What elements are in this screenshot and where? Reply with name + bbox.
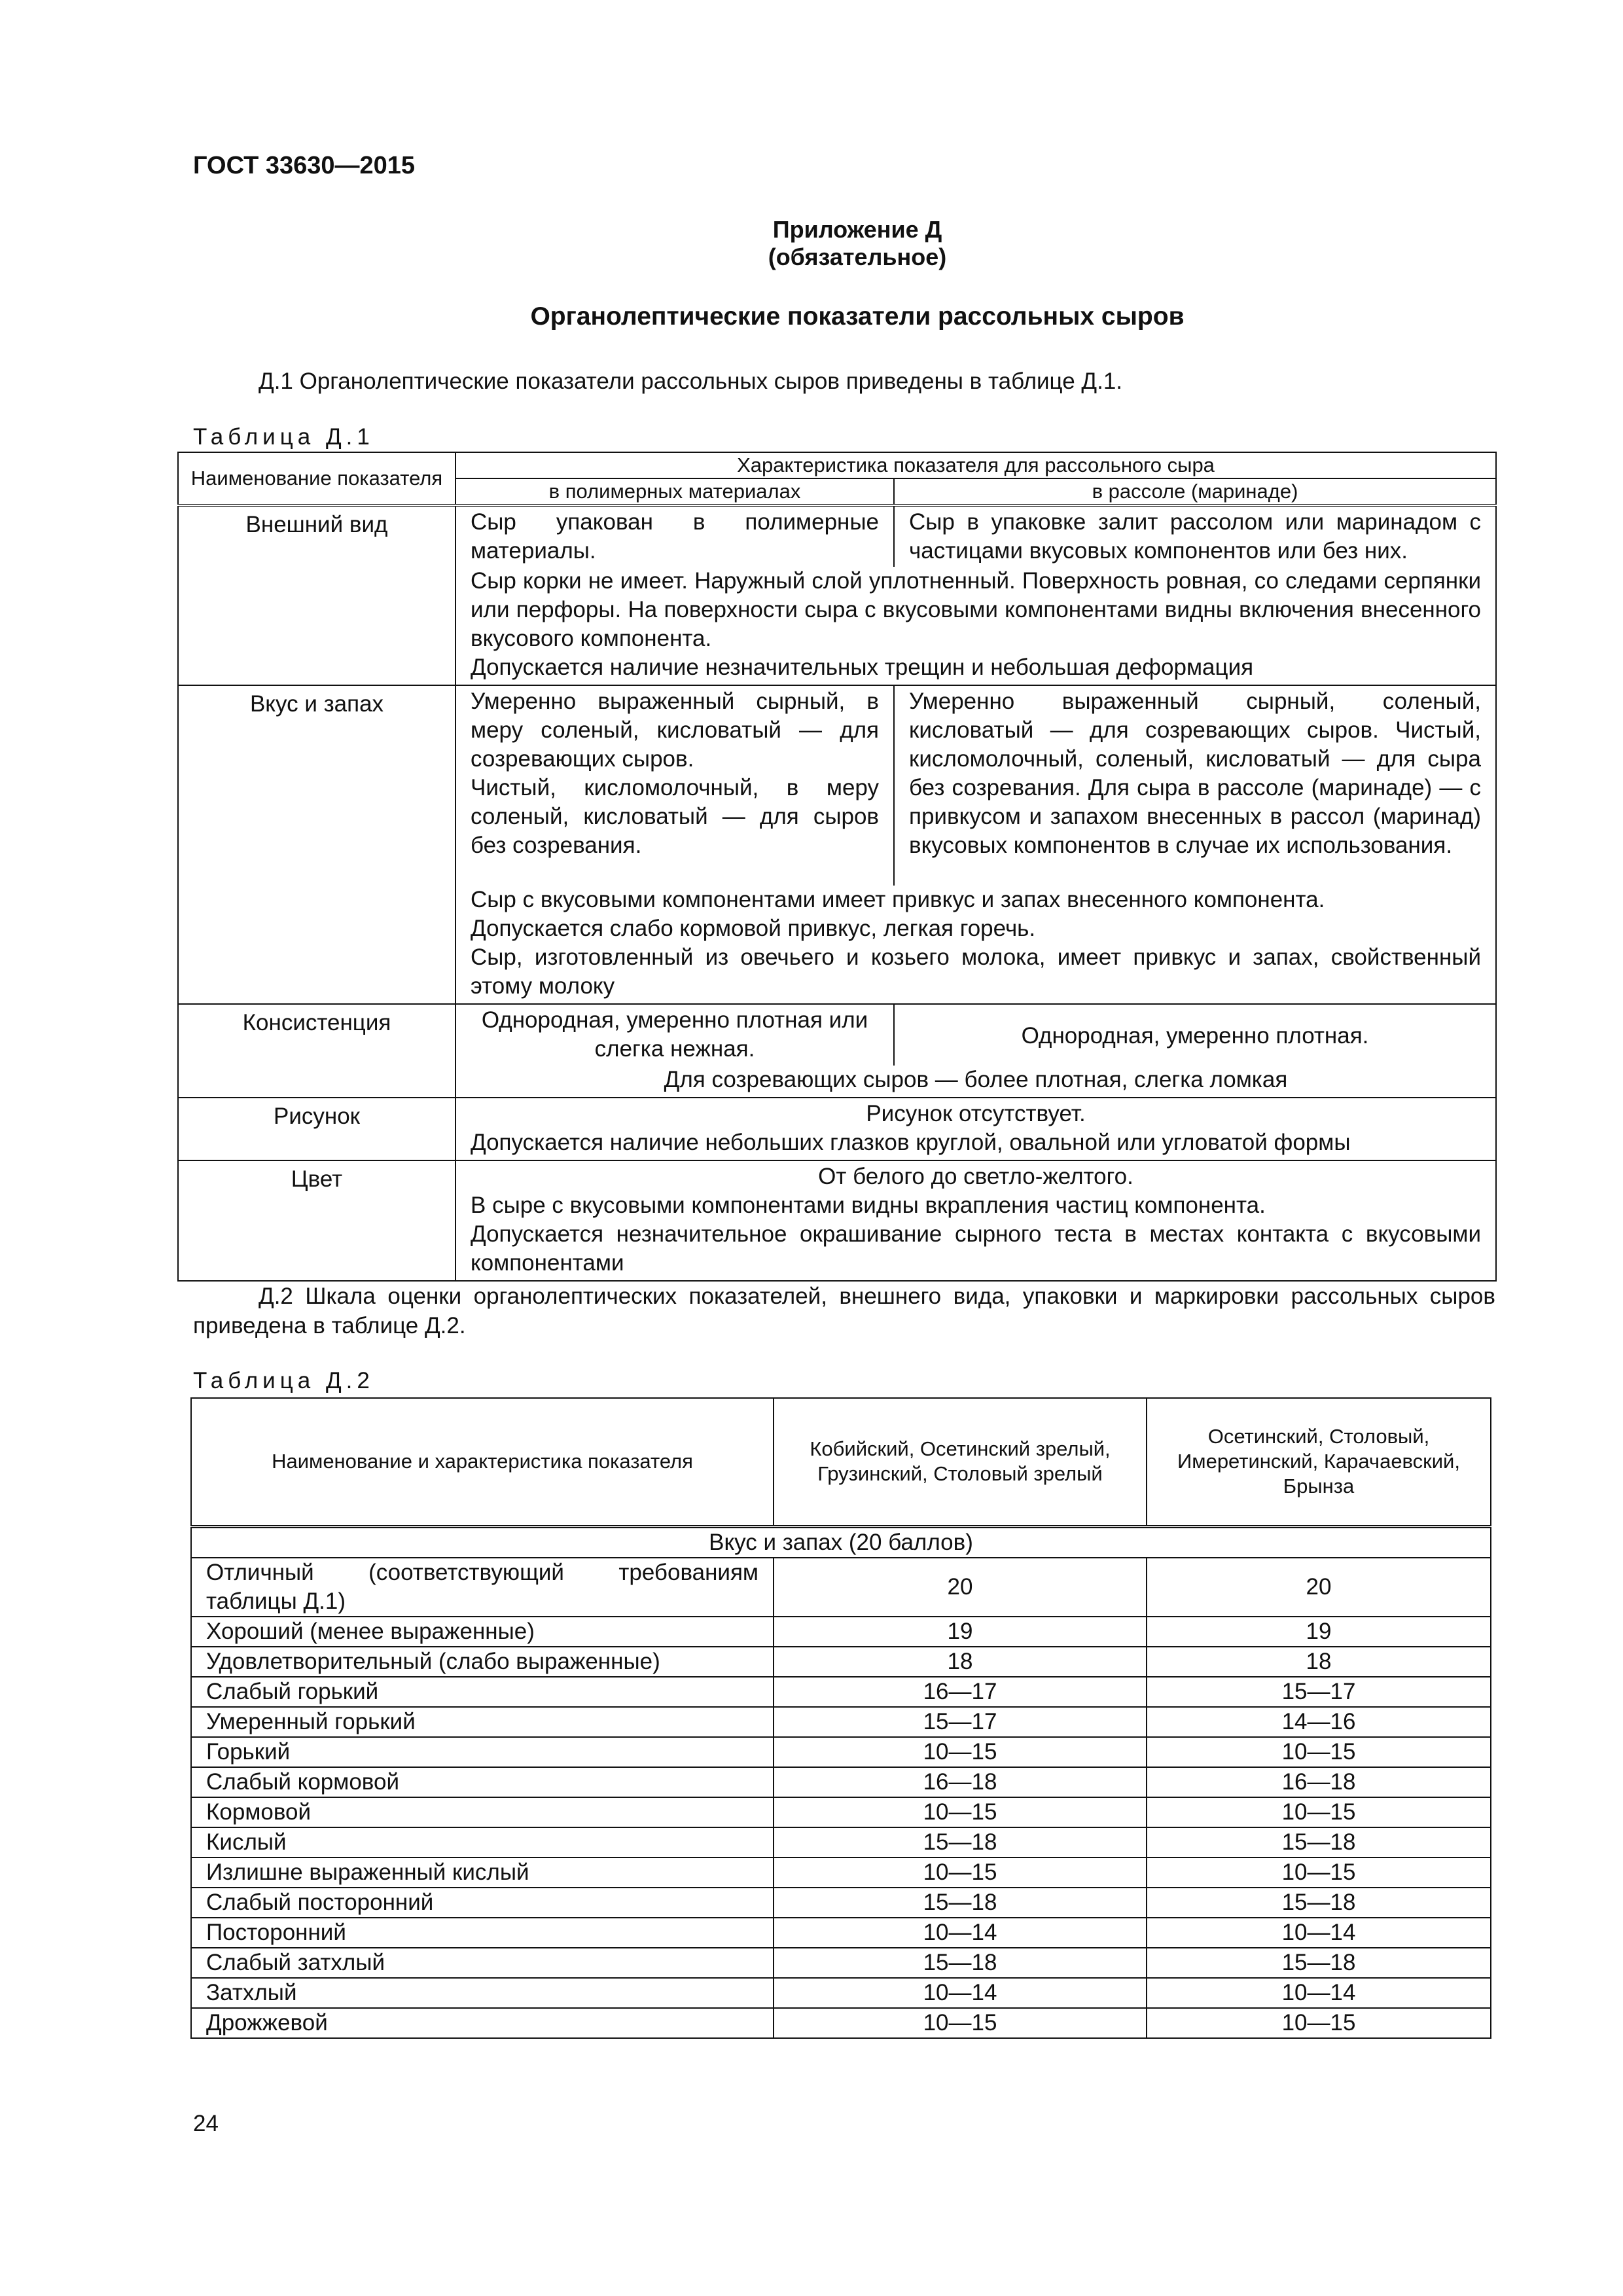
table-row (191, 1617, 1491, 1647)
table-d1-row-color-name: Цвет (178, 1160, 455, 1281)
table-row (191, 1948, 1491, 1978)
table-d1-header-name: Наименование показателя (178, 452, 455, 505)
table-d2-cell-col-b: 15—18 (1147, 1948, 1491, 1978)
table-d2-header-col-b: Осетинский, Столовый, Имеретинский, Карачаевский, Брынза (1147, 1398, 1491, 1526)
table-d1-header-polymer: в полимерных материалах (455, 478, 894, 505)
table-d1-consistency-brine: Однородная, умеренно плотная. (894, 1004, 1496, 1066)
table-d1-pattern-line-1: Рисунок отсутствует. (866, 1101, 1086, 1126)
table-d2-cell-name: Излишне выраженный кислый (191, 1857, 774, 1888)
table-d2 (190, 1397, 1491, 2039)
table-d2-cell-col-b: 19 (1147, 1617, 1491, 1647)
paragraph-d2: Д.2 Шкала оценки органолептических показателей, внешнего вида, упаковки и маркировки рассольных сыров приведена в таблице Д.2. (193, 1283, 1495, 1338)
table-row (191, 1918, 1491, 1948)
table-d2-cell-col-a: 10—15 (774, 1857, 1147, 1888)
table-row (191, 1827, 1491, 1857)
table-d2-cell-name: Слабый горький (191, 1677, 774, 1707)
table-d2-cell-col-a: 19 (774, 1617, 1147, 1647)
paragraph-d1: Д.1 Органолептические показатели рассольных сыров приведены в таблице Д.1. (259, 368, 1123, 394)
table-d2-cell-name: Затхлый (191, 1978, 774, 2008)
table-row (191, 1647, 1491, 1677)
table-d2-cell-col-b: 16—18 (1147, 1767, 1491, 1797)
table-row (191, 1857, 1491, 1888)
table-d1-taste-common-1: Сыр с вкусовыми компонентами имеет привкус и запах внесенного компонента. (471, 887, 1325, 912)
table-d2-cell-col-a: 15—17 (774, 1707, 1147, 1737)
table-d2-cell-col-b: 20 (1147, 1558, 1491, 1617)
table-d1-appearance-brine: Сыр в упаковке залит рассолом или маринадом с частицами вкусовых компонентов или без них. (894, 505, 1496, 567)
section-title: Органолептические показатели рассольных сыров (530, 302, 1185, 331)
table-d1-taste-brine: Умеренно выраженный сырный, соленый, кисловатый — для созревающих сыров. Чистый, кисломолочный, соленый, кисловатый — для сыра без созревания. Для сыра в рассоле (маринаде) — с привкусом и запахом внесенных в рассол (маринад) вкусовых компонентов в случае их использования. (894, 685, 1496, 886)
table-d2-cell-col-b: 10—15 (1147, 1737, 1491, 1767)
table-d2-cell-col-b: 10—15 (1147, 1857, 1491, 1888)
table-d2-cell-name: Хороший (менее выраженные) (191, 1617, 774, 1647)
table-d1-pattern-line-2: Допускается наличие небольших глазков круглой, овальной или угловатой формы (471, 1130, 1351, 1155)
table-d1-color-line-2: В сыре с вкусовыми компонентами видны вкрапления частиц компонента. (471, 1193, 1266, 1218)
table-d2-cell-col-b: 18 (1147, 1647, 1491, 1677)
table-d1-taste-common (455, 886, 1496, 1004)
appendix-status: (обязательное) (768, 243, 947, 270)
table-row (191, 1558, 1491, 1617)
table-d1-consistency-common: Для созревающих сыров — более плотная, слегка ломкая (455, 1066, 1496, 1098)
table-d2-cell-col-a: 10—15 (774, 1797, 1147, 1827)
table-d1-caption: Таблица Д.1 (193, 424, 374, 450)
table-d2-cell-name: Кормовой (191, 1797, 774, 1827)
table-d2-cell-col-a: 16—17 (774, 1677, 1147, 1707)
table-d2-cell-col-b: 10—15 (1147, 2008, 1491, 2038)
table-d2-cell-col-b: 14—16 (1147, 1707, 1491, 1737)
table-d2-cell-name: Посторонний (191, 1918, 774, 1948)
table-d2-cell-col-a: 10—15 (774, 1737, 1147, 1767)
table-d1-taste-polymer-2: Чистый, кисломолочный, в меру соленый, кисловатый — для сыров без созревания. (471, 775, 879, 858)
table-d1-appearance-polymer: Сыр упакован в полимерные материалы. (455, 505, 894, 567)
table-d1-color-value (455, 1160, 1496, 1281)
table-d1-appearance-common (455, 567, 1496, 685)
document-code: ГОСТ 33630—2015 (193, 152, 416, 179)
table-d1-row-taste-name: Вкус и запах (178, 685, 455, 1004)
table-d2-cell-col-b: 10—14 (1147, 1978, 1491, 2008)
table-d2-cell-col-b: 10—14 (1147, 1918, 1491, 1948)
table-d2-cell-name: Удовлетворительный (слабо выраженные) (191, 1647, 774, 1677)
table-d1-header-group: Характеристика показателя для рассольного сыра (455, 452, 1496, 478)
table-d2-cell-name: Слабый посторонний (191, 1888, 774, 1918)
table-d2-cell-col-a: 16—18 (774, 1767, 1147, 1797)
table-d2-cell-col-a: 10—14 (774, 1918, 1147, 1948)
table-d1-row-consistency-name: Консистенция (178, 1004, 455, 1098)
table-row (191, 1707, 1491, 1737)
table-row (191, 1888, 1491, 1918)
table-d1-header-brine: в рассоле (маринаде) (894, 478, 1496, 505)
table-d2-cell-col-b: 15—17 (1147, 1677, 1491, 1707)
table-d2-cell-col-a: 15—18 (774, 1888, 1147, 1918)
table-d2-cell-name: Дрожжевой (191, 2008, 774, 2038)
table-d2-header-name: Наименование и характеристика показателя (191, 1398, 774, 1526)
table-d1-pattern-value (455, 1098, 1496, 1160)
table-row (191, 1978, 1491, 2008)
table-d1-taste-polymer-1: Умеренно выраженный сырный, в меру соленый, кисловатый — для созревающих сыров. (471, 689, 879, 772)
table-d1-taste-common-2: Допускается слабо кормовой привкус, легкая горечь. (471, 916, 1036, 941)
table-d2-cell-col-b: 10—15 (1147, 1797, 1491, 1827)
table-d1-row-pattern-name: Рисунок (178, 1098, 455, 1160)
table-d2-cell-col-a: 10—15 (774, 2008, 1147, 2038)
table-d1 (177, 452, 1497, 1282)
table-d2-cell-col-a: 18 (774, 1647, 1147, 1677)
table-d2-cell-col-a: 20 (774, 1558, 1147, 1617)
appendix-title: Приложение Д (772, 216, 942, 243)
table-d2-cell-col-b: 15—18 (1147, 1888, 1491, 1918)
table-d2-group-taste: Вкус и запах (20 баллов) (191, 1526, 1491, 1558)
page-number: 24 (193, 2111, 219, 2136)
table-d2-cell-col-b: 15—18 (1147, 1827, 1491, 1857)
table-d2-cell-col-a: 15—18 (774, 1948, 1147, 1978)
table-d2-header-col-a: Кобийский, Осетинский зрелый, Грузинский, Столовый зрелый (774, 1398, 1147, 1526)
table-d1-appearance-common-2: Допускается наличие незначительных трещин и небольшая деформация (471, 655, 1254, 680)
table-row (191, 1737, 1491, 1767)
table-row (191, 1797, 1491, 1827)
table-d1-row-appearance-name: Внешний вид (178, 505, 455, 685)
table-d2-cell-col-a: 10—14 (774, 1978, 1147, 2008)
table-d2-cell-name: Отличный (соответствующий требованиям таблицы Д.1) (191, 1558, 774, 1617)
table-row (191, 2008, 1491, 2038)
table-row (191, 1767, 1491, 1797)
table-d1-color-line-3: Допускается незначительное окрашивание сырного теста в местах контакта с вкусовыми компонентами (471, 1221, 1481, 1276)
table-d2-cell-name: Слабый затхлый (191, 1948, 774, 1978)
table-d2-cell-name: Умеренный горький (191, 1707, 774, 1737)
table-d1-taste-polymer (455, 685, 894, 886)
table-d1-appearance-common-1: Сыр корки не имеет. Наружный слой уплотненный. Поверхность ровная, со следами серпянки или перфоры. На поверхности сыра с вкусовыми компонентами видны включения внесенного вкусового компонента. (471, 568, 1481, 651)
table-d1-taste-common-3: Сыр, изготовленный из овечьего и козьего молока, имеет привкус и запах, свойственный этому молоку (471, 944, 1481, 999)
table-d1-color-line-1: От белого до светло-желтого. (818, 1164, 1133, 1189)
table-d1-consistency-polymer: Однородная, умеренно плотная или слегка нежная. (455, 1004, 894, 1066)
table-d2-caption: Таблица Д.2 (193, 1368, 374, 1393)
table-d2-cell-name: Горький (191, 1737, 774, 1767)
table-d2-cell-name: Слабый кормовой (191, 1767, 774, 1797)
table-row (191, 1677, 1491, 1707)
table-d2-cell-name: Кислый (191, 1827, 774, 1857)
table-d2-cell-col-a: 15—18 (774, 1827, 1147, 1857)
